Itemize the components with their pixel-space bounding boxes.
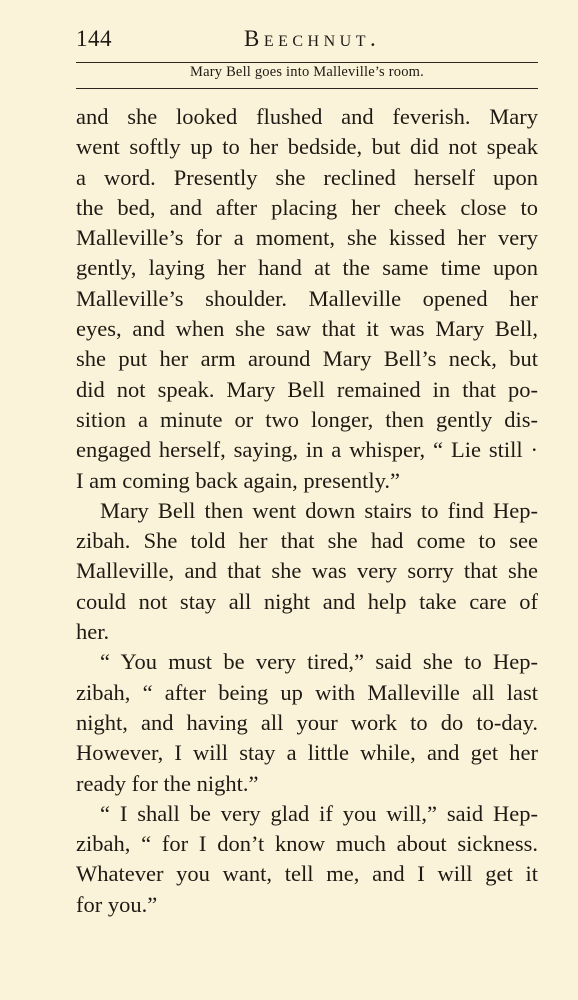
text-line: night, and having all your work to do to-day. [76,709,538,735]
text-line: the bed, and after placing her cheek close to [76,194,538,220]
body-text [76,102,538,920]
text-line: sition a minute or two longer, then gently dis- [76,406,538,432]
text-line: she put her arm around Mary Bell’s neck, but [76,346,538,372]
text-line: went softly up to her bedside, but did not speak [76,134,538,160]
page-header [76,26,538,58]
text-line: “ You must be very tired,” said she to Hep- [100,649,538,675]
text-line: Whatever you want, tell me, and I will get it [76,861,538,887]
text-line: Mary Bell then went down stairs to find Hep- [100,497,538,523]
page-number: 144 [76,26,112,51]
text-line: zibah. She told her that she had come to see [76,528,538,554]
text-line: and she looked flushed and feverish. Mary [76,104,538,129]
text-line: However, I will stay a little while, and get her [76,740,538,766]
text-line: “ I shall be very glad if you will,” said Hep- [100,800,538,826]
section-subheading: Mary Bell goes into Malleville’s room. [190,64,424,80]
text-line: engaged herself, saying, in a whisper, “ Lie still · [76,437,538,463]
text-line: eyes, and when she saw that it was Mary Bell, [76,316,538,342]
text-line: gently, laying her hand at the same time upon [76,255,538,281]
header-rule-top [76,62,538,63]
text-line: Malleville’s for a moment, she kissed her very [76,225,538,251]
text-line: I am coming back again, presently.” [76,467,401,493]
header-rule-bottom [76,88,538,89]
text-line: her. [76,619,110,645]
text-line: could not stay all night and help take care of [76,588,538,614]
text-line: for you.” [76,891,158,917]
text-line: a word. Presently she reclined herself upon [76,164,538,190]
text-line: Malleville, and that she was very sorry that she [76,558,538,584]
text-line: Malleville’s shoulder. Malleville opened her [76,285,538,311]
text-line: zibah, “ after being up with Malleville all last [76,679,538,705]
text-line: ready for the night.” [76,770,259,796]
running-title: Beechnut. [244,26,381,51]
text-line: zibah, “ for I don’t know much about sickness. [76,831,538,857]
text-line: did not speak. Mary Bell remained in that po- [76,376,538,402]
